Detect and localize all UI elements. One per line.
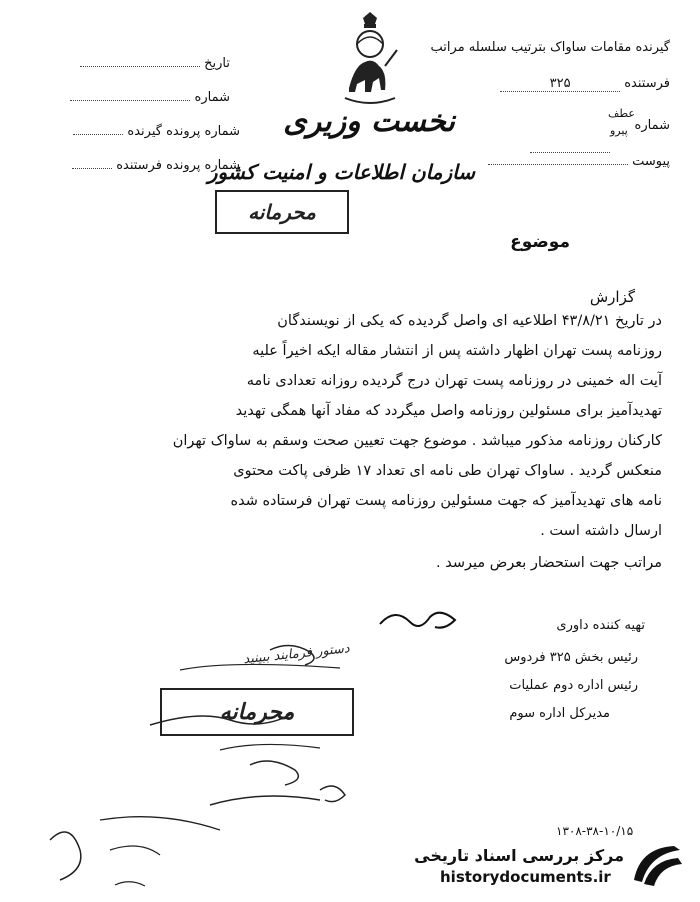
history-center-logo-icon xyxy=(630,840,686,890)
director: مدیرکل اداره سوم xyxy=(509,706,610,721)
body-line-7: نامه های تهدیدآمیز که جهت مسئولین روزنامه پست تهران فرستاده شده xyxy=(230,493,662,509)
number-line-left xyxy=(60,90,230,105)
page-title: نخست وزیری xyxy=(283,104,455,139)
number-label-right: شماره xyxy=(634,118,670,133)
emblem-icon xyxy=(335,10,405,110)
center-name: مرکز بررسی اسناد تاریخی xyxy=(414,846,624,865)
body-line-2: روزنامه پست تهران اظهار داشته پس از انتشار مقاله ایکه اخیراً علیه xyxy=(252,343,662,359)
body-line-5: کارکنان روزنامه مذکور میباشد . موضوع جهت تعیین صحت وسقم به ساواک تهران xyxy=(172,433,662,449)
ref-peyro: پیرو xyxy=(610,124,628,137)
date-line xyxy=(60,56,230,71)
head-section: رئیس بخش ۳۲۵ فردوس xyxy=(504,650,638,665)
subject-label: موضوع xyxy=(510,232,570,252)
head-dept: رئیس اداره دوم عملیات xyxy=(509,678,638,693)
sender-label: فرستنده xyxy=(624,76,670,91)
confidential-stamp-top: محرمانه xyxy=(215,190,349,234)
signature-davari-icon xyxy=(375,602,465,642)
number-label-left: شماره xyxy=(194,90,230,105)
ref-atf: عطف xyxy=(608,107,635,120)
body-line-8: ارسال داشته است . xyxy=(540,523,662,539)
receiver-file-line xyxy=(60,124,240,139)
sender-file-label: شماره پرونده فرستنده xyxy=(116,158,240,173)
receiver-file-label: شماره پرونده گیرنده xyxy=(127,124,240,139)
website-link[interactable]: historydocuments.ir xyxy=(440,868,611,886)
attachment-line xyxy=(488,154,670,169)
body-line-3: آیت اله خمینی در روزنامه پست تهران درج گردیده روزانه تعدادی نامه xyxy=(246,373,662,389)
recipient-label: گیرنده مقامات ساواک بترتیب سلسله مراتب xyxy=(430,40,670,55)
prepared-by: تهیه کننده داوری xyxy=(556,618,645,633)
archive-number: ۱۳۰۸-۳۸-۱۰/۱۵ xyxy=(556,824,634,838)
date-label: تاریخ xyxy=(204,56,230,71)
closing-line: مراتب جهت استحضار بعرض میرسد . xyxy=(436,555,662,571)
sender-line xyxy=(500,76,670,92)
sender-value: ۳۲۵ xyxy=(500,76,620,92)
body-line-1: در تاریخ ۴۳/۸/۲۱ اطلاعیه ای واصل گردیده که یکی از نویسندگان xyxy=(277,313,662,329)
body-line-4: تهدیدآمیز برای مسئولین روزنامه واصل میگردد که مفاد آنها همگی تهدید xyxy=(235,403,662,419)
handwritten-note: دستور فرمایند ببینید xyxy=(242,641,351,668)
body-line-6: منعکس گردید . ساواک تهران طی نامه ای تعداد ۱۷ ظرفی پاکت محتوی xyxy=(233,463,662,479)
attachment-label: پیوست xyxy=(632,154,670,169)
organization-name: سازمان اطلاعات و امنیت کشور xyxy=(207,160,475,184)
report-label: گزارش xyxy=(589,288,635,306)
confidential-stamp-bottom: محرمانه xyxy=(160,688,354,736)
bottom-scribbles-icon xyxy=(20,800,250,895)
